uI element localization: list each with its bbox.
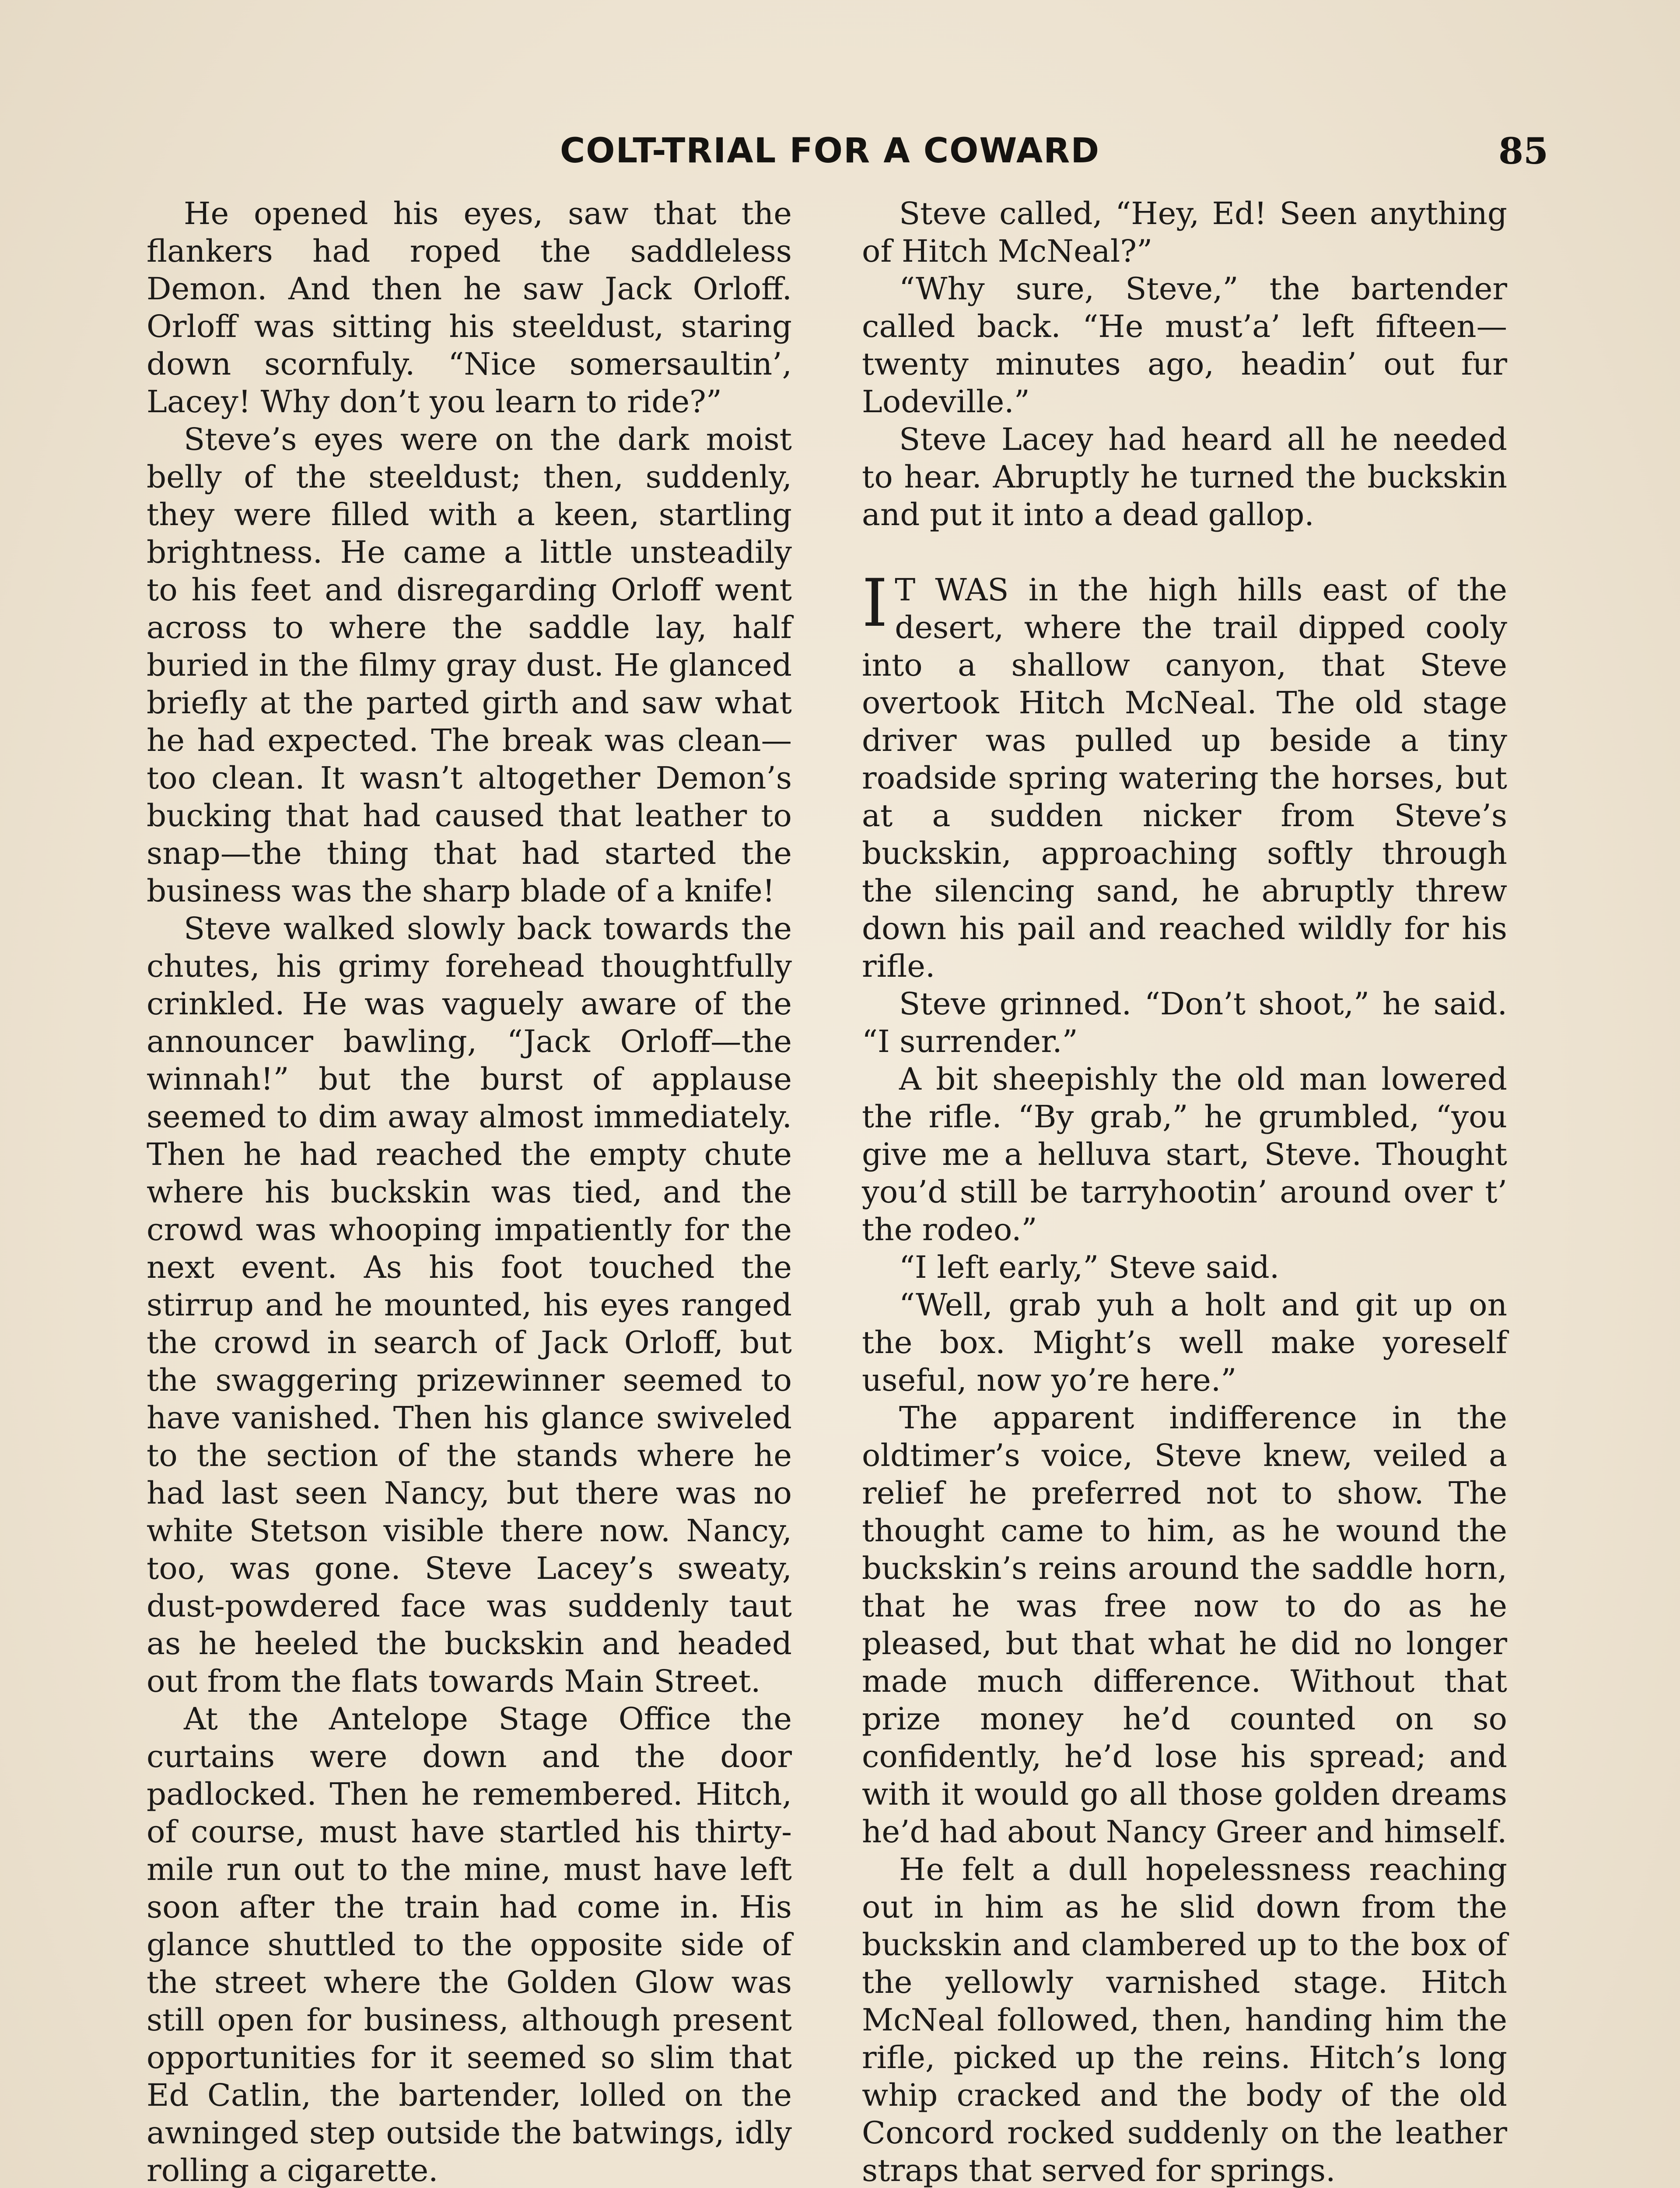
page-number: 85 xyxy=(1498,130,1549,172)
drop-cap: I xyxy=(862,565,888,642)
paragraph: “I left early,” Steve said. xyxy=(899,1249,1280,1285)
section-break xyxy=(862,533,1507,571)
left-column xyxy=(147,195,792,2188)
paragraph: He felt a dull hopelessness reaching out in him as he slid down from the buckskin and clambered up to the box of the yellowly varnished stage. Hitch McNeal followed, then, handing him the rifle, picked up the reins. Hitch’s long whip cracked and the body of the old Concord rocked suddenly on the leather straps that served for springs. xyxy=(862,1851,1507,2188)
paragraph: Steve grinned. “Don’t shoot,” he said. “I surrender.” xyxy=(862,986,1507,1059)
paragraph: Steve’s eyes were on the dark moist belly of the steeldust; then, suddenly, they were filled with a keen, startling brightness. He came a little unsteadily to his feet and disregarding Orloff went across to where the saddle lay, half buried in the filmy gray dust. He glanced briefly at the parted girth and saw what he had expected. The break was clean—too clean. It wasn’t altogether Demon’s bucking that had caused that leather to snap—the thing that had started the business was the sharp blade of a knife! xyxy=(147,421,792,909)
paragraph: A bit sheepishly the old man lowered the rifle. “By grab,” he grumbled, “you give me a helluva start, Steve. Thought you’d still be tarryhootin’ around over t’ the rodeo.” xyxy=(862,1061,1507,1248)
paragraph: He opened his eyes, saw that the flankers had roped the saddleless Demon. And then he saw Jack Orloff. Orloff was sitting his steeldust, staring down scornfuly. “Nice somersaultin’, Lacey! Why don’t you learn to ride?” xyxy=(147,196,792,420)
right-column xyxy=(862,195,1507,2188)
paragraph: “Well, grab yuh a holt and git up on the box. Might’s well make yoreself useful, now yo’re here.” xyxy=(862,1287,1507,1398)
paragraph: The apparent indifference in the oldtimer’s voice, Steve knew, veiled a relief he preferred not to show. The thought came to him, as he wound the buckskin’s reins around the saddle horn, that he was free now to do as he pleased, but that what he did no longer made much difference. Without that prize money he’d counted on so confidently, he’d lose his spread; and with it would go all those golden dreams he’d had about Nancy Greer and himself. xyxy=(862,1400,1507,1850)
section-opening-text: T WAS in the high hills east of the desert, where the trail dipped cooly into a shallow canyon, that Steve overtook Hitch McNeal. The old stage driver was pulled up beside a tiny roadside spring watering the horses, but at a sudden nicker from Steve’s buckskin, approaching softly through the silencing sand, he abruptly threw down his pail and reached wildly for his rifle. xyxy=(862,572,1507,984)
paragraph: Steve Lacey had heard all he needed to hear. Abruptly he turned the buckskin and put it into a dead gallop. xyxy=(862,421,1507,533)
running-head: COLT-TRIAL FOR A COWARD xyxy=(560,131,1100,171)
paragraph: At the Antelope Stage Office the curtains were down and the door padlocked. Then he remembered. Hitch, of course, must have startled his thirty-mile run out to the mine, must have left soon after the train had come in. His glance shuttled to the opposite side of the street where the Golden Glow was still open for business, although present opportunities for it seemed so slim that Ed Catlin, the bartender, lolled on the awninged step outside the batwings, idly rolling a cigarette. xyxy=(147,1701,792,2188)
section-opening-paragraph xyxy=(862,565,1507,985)
paragraph: “Why sure, Steve,” the bartender called back. “He must’a’ left fifteen—twenty minutes ago, headin’ out fur Lodeville.” xyxy=(862,271,1507,420)
paragraph: Steve called, “Hey, Ed! Seen anything of Hitch McNeal?” xyxy=(862,196,1507,269)
paragraph: Steve walked slowly back towards the chutes, his grimy forehead thoughtfully crinkled. He was vaguely aware of the announcer bawling, “Jack Orloff—the winnah!” but the burst of applause seemed to dim away almost immediately. Then he had reached the empty chute where his buckskin was tied, and the crowd was whooping impatiently for the next event. As his foot touched the stirrup and he mounted, his eyes ranged the crowd in search of Jack Orloff, but the swaggering prizewinner seemed to have vanished. Then his glance swiveled to the section of the stands where he had last seen Nancy, but there was no white Stetson visible there now. Nancy, too, was gone. Steve Lacey’s sweaty, dust-powdered face was suddenly taut as he heeled the buckskin and headed out from the flats towards Main Street. xyxy=(147,911,792,1699)
